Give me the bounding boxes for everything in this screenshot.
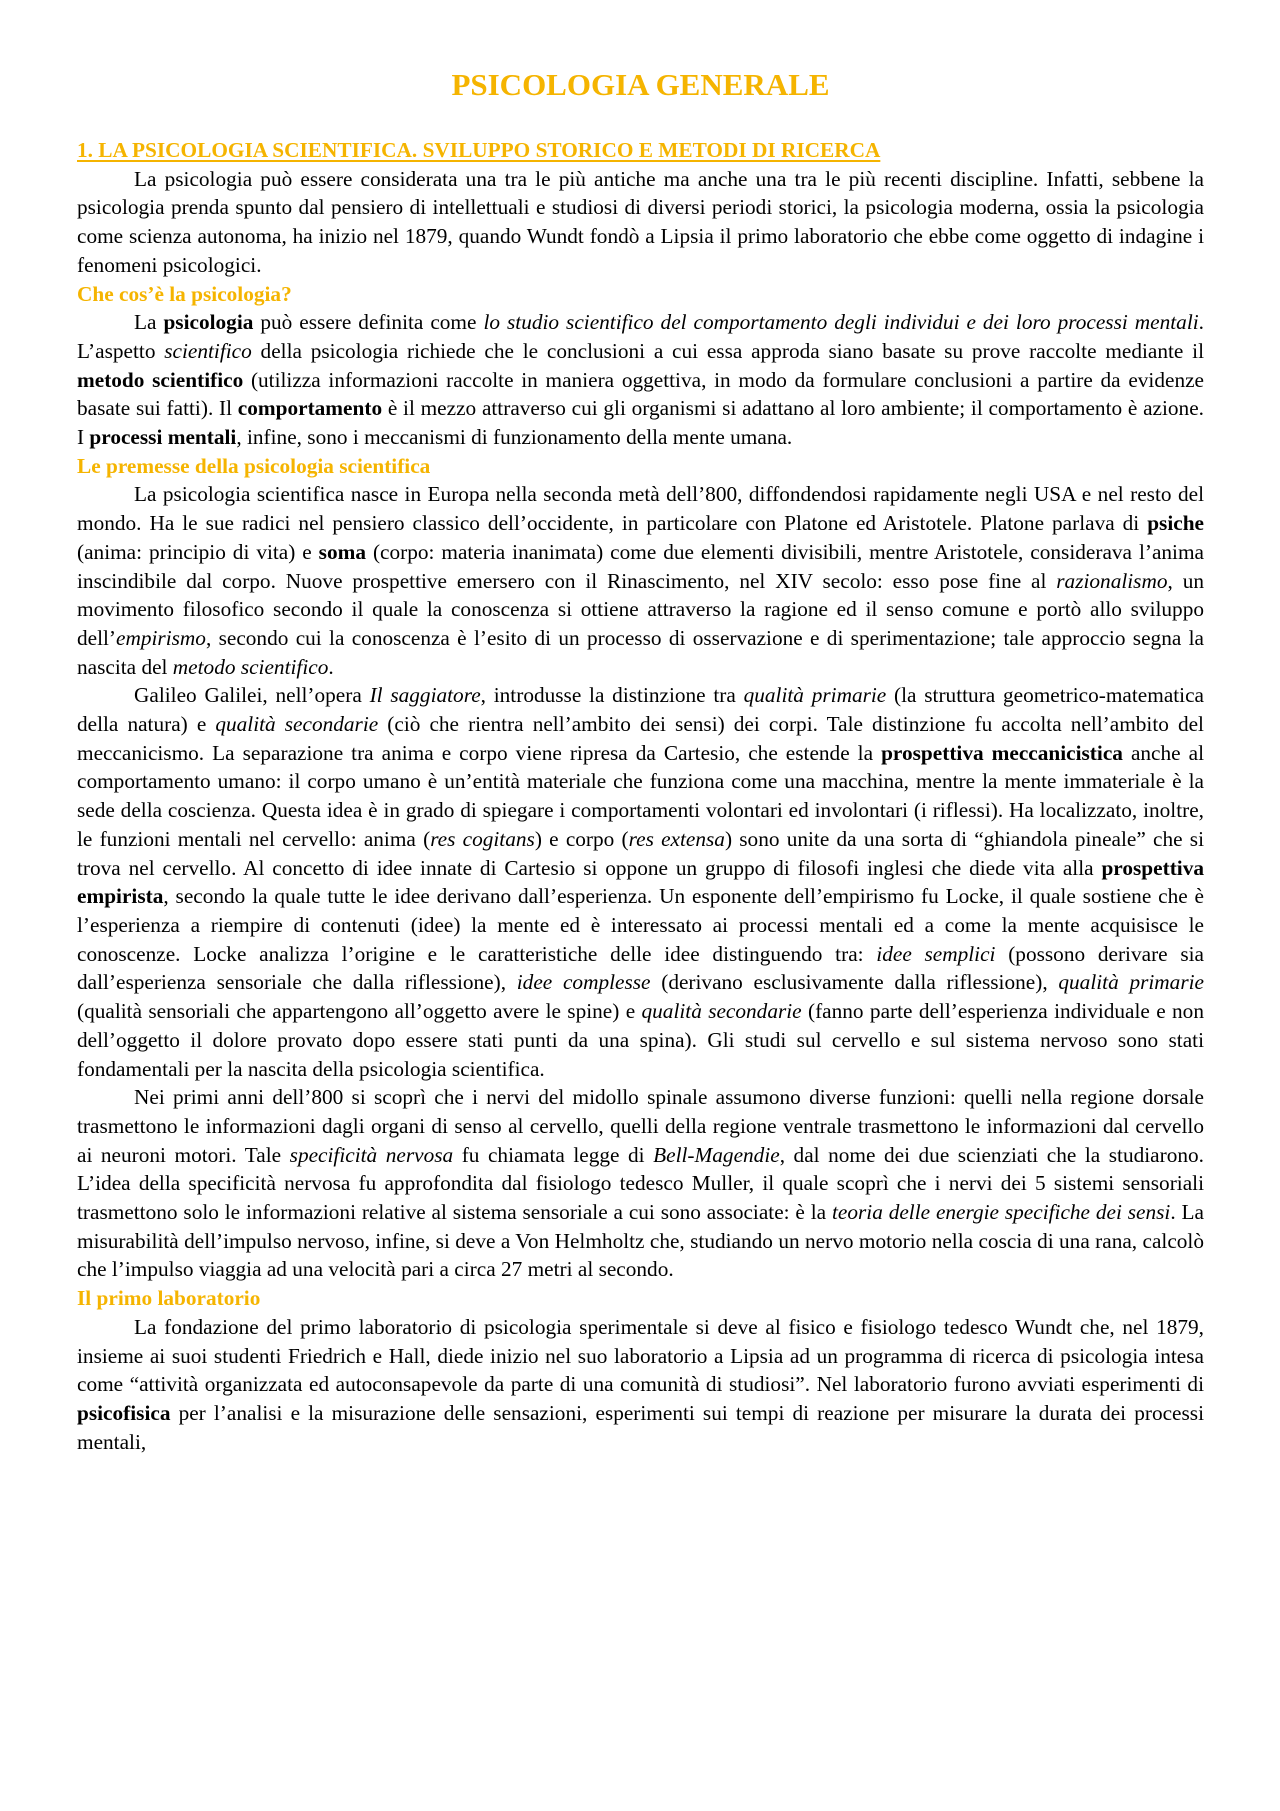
section-heading-primo-laboratorio: Il primo laboratorio xyxy=(77,1286,261,1311)
section-heading-premesse: Le premesse della psicologia scientifica xyxy=(77,453,431,478)
document-page xyxy=(77,66,1204,1456)
paragraph: Nei primi anni dell’800 si scoprì che i nervi del midollo spinale assumono diverse funzioni: quelli nella regione dorsale trasmettono le informazioni dagli organi di senso al cervello, quelli della regione ventrale trasmettono le informazioni dal cervello ai neuroni motori. Tale specificità nervosa fu chiamata legge di Bell-Magendie, dal nome dei due scienziati che la studiarono. L’idea della specificità nervosa fu approfondita dal fisiologo tedesco Muller, il quale scoprì che i nervi dei 5 sistemi sensoriali trasmettono solo le informazioni relative al sistema sensoriale a cui sono associate: è la teoria delle energie specifiche dei sensi. La misurabilità dell’impulso nervoso, infine, si deve a Von Helmholtz che, studiando un nervo motorio nella coscia di una rana, calcolò che l’impulso viaggia ad una velocità pari a circa 27 metri al secondo. xyxy=(77,1085,1204,1282)
section-heading-psicologia-scientifica: 1. LA PSICOLOGIA SCIENTIFICA. SVILUPPO STORICO E METODI DI RICERCA xyxy=(77,138,881,162)
paragraph: La psicologia può essere definita come lo studio scientifico del comportamento degli individui e dei loro processi mentali. L’aspetto scientifico della psicologia richiede che le conclusioni a cui essa approda siano basate su prove raccolte mediante il metodo scientifico (utilizza informazioni raccolte in maniera oggettiva, in modo da formulare conclusioni a partire da evidenze basate sui fatti). Il comportamento è il mezzo attraverso cui gli organismi si adattano al loro ambiente; il comportamento è azione. I processi mentali, infine, sono i meccanismi di funzionamento della mente umana. xyxy=(77,310,1204,450)
paragraph: La fondazione del primo laboratorio di psicologia sperimentale si deve al fisico e fisiologo tedesco Wundt che, nel 1879, insieme ai suoi studenti Friedrich e Hall, diede inizio nel suo laboratorio a Lipsia ad un programma di ricerca di psicologia intesa come “attività organizzata ed autoconsapevole da parte di una comunità di studiosi”. Nel laboratorio furono avviati esperimenti di psicofisica per l’analisi e la misurazione delle sensazioni, esperimenti sui tempi di reazione per misurare la durata dei processi mentali, xyxy=(77,1314,1204,1454)
section-heading-che-cos-e: Che cos’è la psicologia? xyxy=(77,281,292,306)
paragraph: Galileo Galilei, nell’opera Il saggiatore, introdusse la distinzione tra qualità primarie (la struttura geometrico-matematica della natura) e qualità secondarie (ciò che rientra nell’ambito dei sensi) dei corpi. Tale distinzione fu accolta nell’ambito del meccanicismo. La separazione tra anima e corpo viene ripresa da Cartesio, che estende la prospettiva meccanicistica anche al comportamento umano: il corpo umano è un’entità materiale che funziona come una macchina, mentre la mente immateriale è la sede della coscienza. Questa idea è in grado di spiegare i comportamenti volontari ed involontari (i riflessi). Ha localizzato, inoltre, le funzioni mentali nel cervello: anima (res cogitans) e corpo (res extensa) sono unite da una sorta di “ghiandola pineale” che si trova nel cervello. Al concetto di idee innate di Cartesio si oppone un gruppo di filosofi inglesi che diede vita alla prospettiva empirista, secondo la quale tutte le idee derivano dall’esperienza. Un esponente dell’empirismo fu Locke, il quale sostiene che è l’esperienza a riempire di contenuti (idee) la mente ed è interessato ai processi mentali ed a come la mente acquisisce le conoscenze. Locke analizza l’origine e le caratteristiche delle idee distinguendo tra: idee semplici (possono derivare sia dall’esperienza sensoriale che dalla riflessione), idee complesse (derivano esclusivamente dalla riflessione), qualità primarie (qualità sensoriali che appartengono all’oggetto avere le spine) e qualità secondarie (fanno parte dell’esperienza individuale e non dell’oggetto il dolore provato dopo essere stati punti da una spina). Gli studi sul cervello e sul sistema nervoso sono stati fondamentali per la nascita della psicologia scientifica. xyxy=(77,683,1205,1081)
paragraph: La psicologia può essere considerata una tra le più antiche ma anche una tra le più recenti discipline. Infatti, sebbene la psicologia prenda spunto dal pensiero di intellettuali e studiosi di diversi periodi storici, la psicologia moderna, ossia la psicologia come scienza autonoma, ha inizio nel 1879, quando Wundt fondò a Lipsia il primo laboratorio che ebbe come oggetto di indagine i fenomeni psicologici. xyxy=(77,166,1204,277)
document-title: PSICOLOGIA GENERALE xyxy=(451,67,830,102)
paragraph: La psicologia scientifica nasce in Europa nella seconda metà dell’800, diffondendosi rapidamente negli USA e nel resto del mondo. Ha le sue radici nel pensiero classico dell’occidente, in particolare con Platone ed Aristotele. Platone parlava di psiche (anima: principio di vita) e soma (corpo: materia inanimata) come due elementi divisibili, mentre Aristotele, considerava l’anima inscindibile dal corpo. Nuove prospettive emersero con il Rinascimento, nel XIV secolo: esso pose fine al razionalismo, un movimento filosofico secondo il quale la conoscenza si ottiene attraverso la ragione ed il senso comune e portò allo sviluppo dell’empirismo, secondo cui la conoscenza è l’esito di un processo di osservazione e di sperimentazione; tale approccio segna la nascita del metodo scientifico. xyxy=(77,482,1204,679)
